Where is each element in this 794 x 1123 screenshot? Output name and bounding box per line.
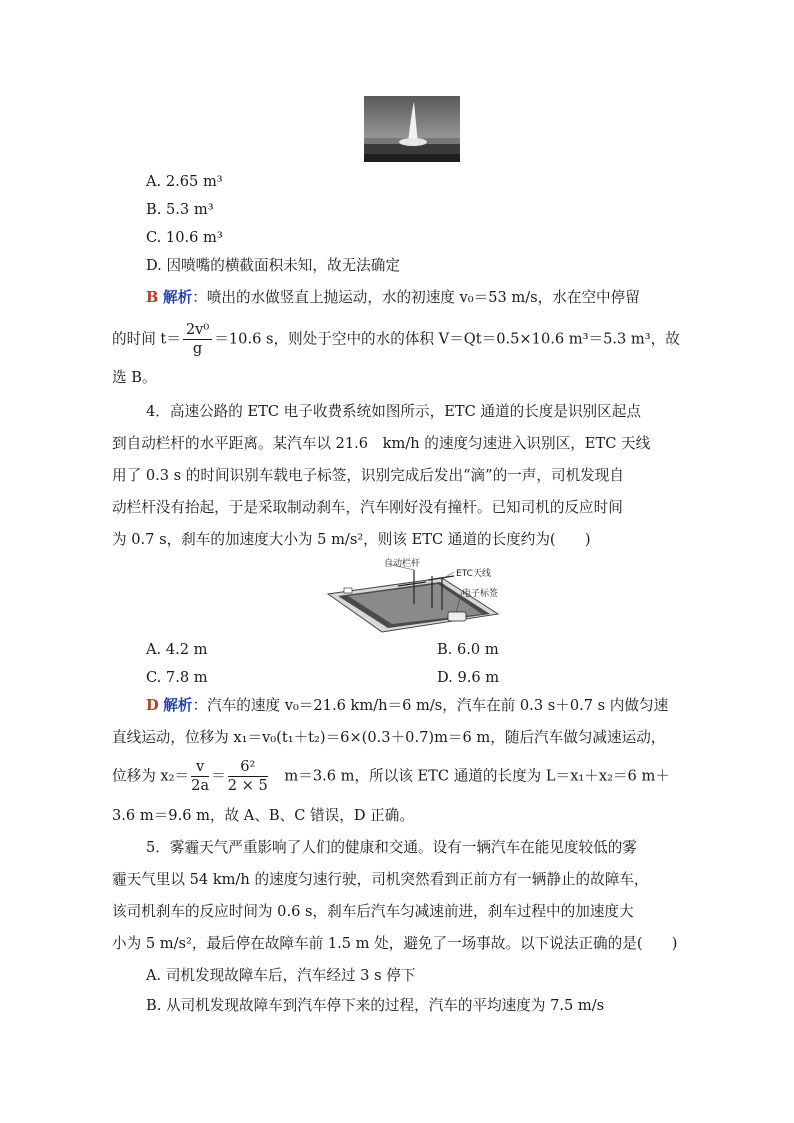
fraction-numerator: v: [191, 758, 209, 777]
question-5-line3: 该司机刹车的反应时间为 0.6 s，刹车后汽车匀减速前进，刹车过程中的加速度大: [112, 903, 634, 920]
question-5-line2: 霾天气里以 54 km/h 的速度匀速行驶，司机突然看到正前方有一辆静止的故障车，: [112, 871, 649, 888]
solution-4-line2: 直线运动，位移为 x₁＝v₀(t₁＋t₂)＝6×(0.3＋0.7)m＝6 m，随后汽车做匀减速运动，: [112, 729, 666, 746]
label-tag: 电子标签: [462, 589, 499, 599]
fraction-numerator: 6²: [228, 758, 268, 777]
q4-option-d: D. 9.6 m: [437, 669, 500, 686]
fraction-1: [191, 758, 209, 795]
solution-3-line1: [146, 288, 640, 308]
option-a: A. 2.65 m³: [146, 173, 223, 190]
fraction-denominator: g: [192, 340, 203, 357]
solution-4-line1: [146, 696, 668, 716]
solution-text: ：汽车的速度 v₀＝21.6 km/h＝6 m/s，汽车在前 0.3 s＋0.7 s 内做匀速: [192, 697, 669, 714]
question-5-line1: 5．雾霾天气严重影响了人们的健康和交通。设有一辆汽车在能见度较低的雾: [146, 839, 637, 856]
q4-option-b: B. 6.0 m: [437, 641, 499, 658]
label-barrier: 自动栏杆: [384, 559, 421, 569]
question-4-line3: 用了 0.3 s 的时间识别车载电子标签，识别完成后发出“滴”的一声，司机发现自: [112, 467, 624, 484]
solution-3-line2: [112, 321, 680, 358]
fraction-denominator: 2a: [191, 777, 210, 794]
question-4-line1: 4．高速公路的 ETC 电子收费系统如图所示，ETC 通道的长度是识别区起点: [146, 403, 641, 420]
option-d: D. 因喷嘴的横截面积未知，故无法确定: [146, 257, 400, 274]
analysis-label: 解析: [163, 697, 193, 714]
fraction-denominator: 2 × 5: [227, 777, 268, 794]
question-4-line2: 到自动栏杆的水平距离。某汽车以 21.6 km/h 的速度匀速进入识别区，ETC 天线: [112, 435, 651, 452]
answer-letter: B: [146, 289, 159, 306]
option-c: C. 10.6 m³: [146, 229, 223, 246]
q4-option-a: A. 4.2 m: [146, 641, 208, 658]
question-4-line5: 为 0.7 s，刹车的加速度大小为 5 m/s²，则该 ETC 通道的长度约为( ): [112, 531, 591, 548]
fountain-photo: [364, 96, 460, 162]
question-4-line4: 动栏杆没有抬起，于是采取制动刹车，汽车刚好没有撞杆。已知司机的反应时间: [112, 499, 623, 516]
solution-text: 位移为 x₂＝: [112, 767, 190, 785]
solution-4-line4: 3.6 m＝9.6 m，故 A、B、C 错误，D 正确。: [112, 807, 414, 824]
solution-text: m＝3.6 m，所以该 ETC 通道的长度为 L＝x₁＋x₂＝6 m＋: [269, 767, 670, 785]
answer-letter: D: [146, 697, 159, 714]
etc-diagram: [322, 556, 502, 636]
fraction-numerator: 2v⁰: [183, 321, 212, 340]
analysis-label: 解析: [162, 289, 193, 306]
label-antenna: ETC天线: [456, 569, 491, 579]
q4-option-c: C. 7.8 m: [146, 669, 208, 686]
q5-option-b: B. 从司机发现故障车到汽车停下来的过程，汽车的平均速度为 7.5 m/s: [146, 997, 605, 1014]
solution-text: ：喷出的水做竖直上抛运动，水的初速度 v₀＝53 m/s，水在空中停留: [192, 289, 640, 306]
time-fraction: [183, 321, 212, 358]
question-5-line4: 小为 5 m/s²，最后停在故障车前 1.5 m 处，避免了一场事故。以下说法正确的是( ): [112, 935, 678, 952]
fraction-2: [228, 758, 268, 795]
q5-option-a: A. 司机发现故障车后，汽车经过 3 s 停下: [146, 967, 416, 984]
solution-4-line3: 位移为 x₂＝ $\frac{v}{2a}$ ＝ $\frac{\text{6²}}{2 \times 5}$ m＝3.6 m，所以该 ETC 通道的长度为 L＝x₁＋x₂＝6 m＋: [112, 758, 670, 794]
solution-3-line3: 选 B。: [112, 369, 157, 386]
option-b: B. 5.3 m³: [146, 201, 214, 218]
solution-text: 的时间 t＝: [112, 330, 181, 348]
solution-text: ＝10.6 s，则处于空中的水的体积 V＝Qt＝0.5×10.6 m³＝5.3 m³，故: [214, 330, 680, 348]
